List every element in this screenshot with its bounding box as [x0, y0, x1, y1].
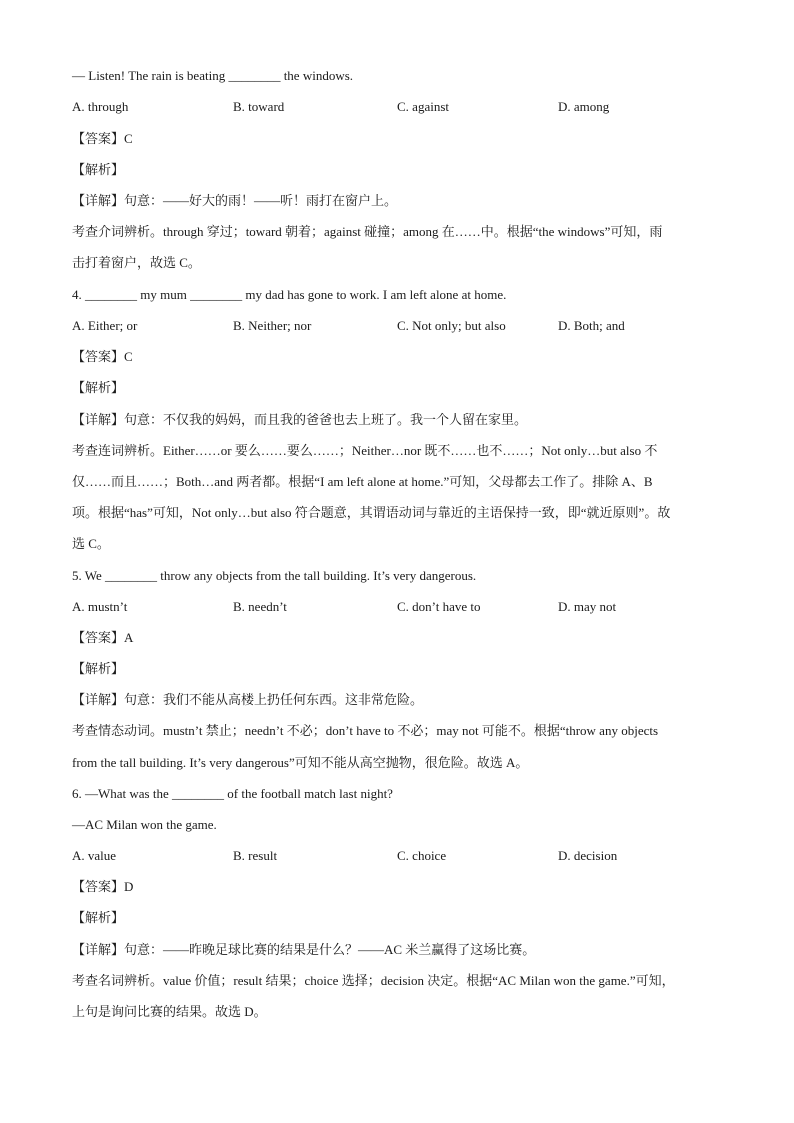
- explanation-line: 选 C。: [72, 536, 110, 551]
- question-stem: 6. —What was the ________ of the football match last night?: [72, 786, 393, 801]
- explanation-line: 项。根据“has”可知，Not only…but also 符合题意，其谓语动词与靠近的主语保持一致，即“就近原则”。故: [72, 505, 671, 520]
- explanation-line: 考查名词辨析。value 价值；result 结果；choice 选择；decision 决定。根据“AC Milan won the game.”可知，: [72, 973, 675, 988]
- option-b: B. toward: [233, 99, 285, 114]
- answer-label: 【答案】C: [72, 131, 133, 146]
- question-stem: 5. We ________ throw any objects from the tall building. It’s very dangerous.: [72, 568, 477, 583]
- explanation-line: 考查连词辨析。Either……or 要么……要么……；Neither…nor 既不……也不……；Not only…but also 不: [72, 443, 658, 458]
- option-a: A. mustn’t: [72, 599, 128, 614]
- detail-text: 【详解】句意：——好大的雨！——听！雨打在窗户上。: [72, 193, 398, 208]
- analysis-label: 【解析】: [72, 910, 125, 925]
- explanation-line: 考查情态动词。mustn’t 禁止；needn’t 不必；don’t have to 不必；may not 可能不。根据“throw any objects: [72, 723, 659, 738]
- option-c: C. Not only; but also: [397, 318, 506, 333]
- option-d: D. Both; and: [558, 318, 625, 333]
- explanation-line: 上句是询问比赛的结果。故选 D。: [72, 1004, 267, 1019]
- option-b: B. result: [233, 848, 278, 863]
- option-b: B. Neither; nor: [233, 318, 312, 333]
- question-stem-reply: —AC Milan won the game.: [72, 817, 217, 832]
- option-d: D. may not: [558, 599, 617, 614]
- option-d: D. decision: [558, 848, 618, 863]
- detail-text: 【详解】句意：不仅我的妈妈，而且我的爸爸也去上班了。我一个人留在家里。: [72, 412, 528, 427]
- explanation-line: 仅……而且……；Both…and 两者都。根据“I am left alone at home.”可知，父母都去工作了。排除 A、B: [72, 474, 653, 489]
- answer-label: 【答案】A: [72, 630, 134, 645]
- analysis-label: 【解析】: [72, 661, 125, 676]
- detail-text: 【详解】句意：——昨晚足球比赛的结果是什么？——AC 米兰赢得了这场比赛。: [72, 942, 536, 957]
- option-c: C. against: [397, 99, 449, 114]
- explanation-line: 考查介词辨析。through 穿过；toward 朝着；against 碰撞；among 在……中。根据“the windows”可知，雨: [72, 224, 663, 239]
- analysis-label: 【解析】: [72, 162, 125, 177]
- option-b: B. needn’t: [233, 599, 287, 614]
- explanation-line: 击打着窗户，故选 C。: [72, 255, 201, 270]
- option-a: A. value: [72, 848, 117, 863]
- answer-label: 【答案】D: [72, 879, 134, 894]
- question-stem: 4. ________ my mum ________ my dad has gone to work. I am left alone at home.: [72, 287, 507, 302]
- option-d: D. among: [558, 99, 610, 114]
- option-a: A. through: [72, 99, 129, 114]
- detail-text: 【详解】句意：我们不能从高楼上扔任何东西。这非常危险。: [72, 692, 424, 707]
- answer-label: 【答案】C: [72, 349, 133, 364]
- option-c: C. choice: [397, 848, 447, 863]
- option-a: A. Either; or: [72, 318, 138, 333]
- explanation-line: from the tall building. It’s very dangerous”可知不能从高空抛物，很危险。故选 A。: [72, 755, 529, 770]
- question-stem: — Listen! The rain is beating ________ the windows.: [72, 68, 354, 83]
- option-c: C. don’t have to: [397, 599, 481, 614]
- analysis-label: 【解析】: [72, 380, 125, 395]
